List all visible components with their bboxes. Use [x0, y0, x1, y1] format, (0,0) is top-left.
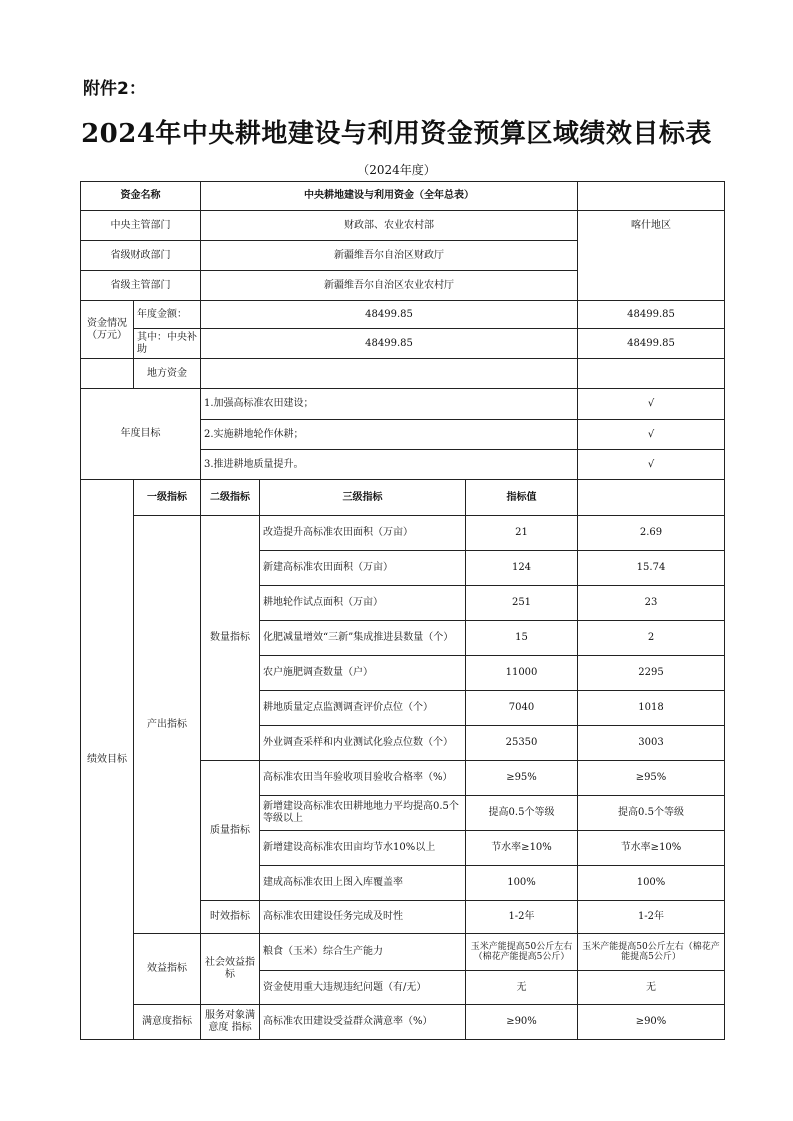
local-funds-label: 地方资金 [134, 359, 201, 389]
indicator-name: 化肥减量增效“三新”集成推进县数量（个） [260, 621, 466, 656]
indicator-region-value: 1-2年 [578, 901, 725, 934]
indicator-value: ≥95% [466, 761, 578, 796]
social-benefit-indicator-label: 社会效益指标 [201, 934, 260, 1005]
indicator-region-value: 提高0.5个等级 [578, 796, 725, 831]
indicator-region-value: 23 [578, 586, 725, 621]
annual-amount-region: 48499.85 [578, 301, 725, 329]
indicator-region-value: 无 [578, 971, 725, 1005]
indicator-name: 外业调查采样和内业测试化验点位数（个） [260, 726, 466, 761]
indicator-name: 新建高标准农田面积（万亩） [260, 551, 466, 586]
indicator-region-value: 2 [578, 621, 725, 656]
fund-name-value: 中央耕地建设与利用资金（全年总表） [201, 182, 578, 211]
indicator-value: 251 [466, 586, 578, 621]
attachment-label: 附件2： [83, 79, 146, 99]
indicator-region-value: 2.69 [578, 516, 725, 551]
indicator-region-value: 2295 [578, 656, 725, 691]
indicator-value: 1-2年 [466, 901, 578, 934]
col-region [578, 480, 725, 516]
page-title: 2024年中央耕地建设与利用资金预算区域绩效目标表 [81, 119, 712, 149]
indicator-value: 11000 [466, 656, 578, 691]
indicator-name: 农户施肥调查数量（户） [260, 656, 466, 691]
local-funds-region [578, 359, 725, 389]
indicator-name: 粮食（玉米）综合生产能力 [260, 934, 466, 971]
indicator-name: 建成高标准农田上图入库覆盖率 [260, 866, 466, 901]
col-level3: 三级指标 [260, 480, 466, 516]
indicator-region-value: 100% [578, 866, 725, 901]
annual-goals-label: 年度目标 [81, 389, 201, 480]
indicator-name: 资金使用重大违规违纪问题（有/无） [260, 971, 466, 1005]
col-level1: 一级指标 [134, 480, 201, 516]
performance-label: 绩效目标 [81, 480, 134, 1040]
funds-label: 资金情况（万元） [81, 301, 134, 359]
central-dept-label: 中央主管部门 [81, 211, 201, 241]
region-name: 喀什地区 [578, 211, 725, 301]
indicator-value: 提高0.5个等级 [466, 796, 578, 831]
performance-target-table [80, 181, 725, 1040]
indicator-name: 耕地轮作试点面积（万亩） [260, 586, 466, 621]
goal-check: √ [578, 450, 725, 480]
col-value: 指标值 [466, 480, 578, 516]
indicator-region-value: 节水率≥10% [578, 831, 725, 866]
local-funds-value [201, 359, 578, 389]
goal-item: 3.推进耕地质量提升。 [201, 450, 578, 480]
indicator-name: 新增建设高标准农田耕地地力平均提高0.5个等级以上 [260, 796, 466, 831]
central-subsidy-value: 48499.85 [201, 329, 578, 359]
indicator-name: 高标准农田建设受益群众满意率（%） [260, 1005, 466, 1040]
indicator-region-value: 玉米产能提高50公斤左右（棉花产能提高5公斤） [578, 934, 725, 971]
prov-finance-value: 新疆维吾尔自治区财政厅 [201, 241, 578, 271]
indicator-value: ≥90% [466, 1005, 578, 1040]
benefit-indicator-label: 效益指标 [134, 934, 201, 1005]
indicator-value: 无 [466, 971, 578, 1005]
indicator-region-value: ≥90% [578, 1005, 725, 1040]
goal-check: √ [578, 389, 725, 420]
timeliness-indicator-label: 时效指标 [201, 901, 260, 934]
service-satisfaction-label: 服务对象满意度 指标 [201, 1005, 260, 1040]
indicator-name: 高标准农田当年验收项目验收合格率（%） [260, 761, 466, 796]
quantity-indicator-label: 数量指标 [201, 516, 260, 761]
prov-dept-label: 省级主管部门 [81, 271, 201, 301]
goal-item: 2.实施耕地轮作休耕； [201, 420, 578, 450]
prov-finance-label: 省级财政部门 [81, 241, 201, 271]
fund-name-region [578, 182, 725, 211]
prov-dept-value: 新疆维吾尔自治区农业农村厅 [201, 271, 578, 301]
central-dept-value: 财政部、农业农村部 [201, 211, 578, 241]
indicator-value: 节水率≥10% [466, 831, 578, 866]
indicator-value: 100% [466, 866, 578, 901]
central-subsidy-region: 48499.85 [578, 329, 725, 359]
fund-name-label: 资金名称 [81, 182, 201, 211]
indicator-region-value: 1018 [578, 691, 725, 726]
quality-indicator-label: 质量指标 [201, 761, 260, 901]
output-indicator-label: 产出指标 [134, 516, 201, 934]
indicator-value: 玉米产能提高50公斤左右（棉花产能提高5公斤） [466, 934, 578, 971]
satisfaction-indicator-label: 满意度指标 [134, 1005, 201, 1040]
central-subsidy-label: 其中：中央补助 [134, 329, 201, 359]
indicator-value: 124 [466, 551, 578, 586]
indicator-value: 15 [466, 621, 578, 656]
fiscal-year: （2024年度） [357, 163, 436, 177]
indicator-name: 高标准农田建设任务完成及时性 [260, 901, 466, 934]
funds-blank [81, 359, 134, 389]
indicator-value: 25350 [466, 726, 578, 761]
goal-check: √ [578, 420, 725, 450]
indicator-name: 改造提升高标准农田面积（万亩） [260, 516, 466, 551]
indicator-region-value: 3003 [578, 726, 725, 761]
col-level2: 二级指标 [201, 480, 260, 516]
annual-amount-label: 年度金额： [134, 301, 201, 329]
indicator-value: 7040 [466, 691, 578, 726]
indicator-region-value: 15.74 [578, 551, 725, 586]
indicator-region-value: ≥95% [578, 761, 725, 796]
annual-amount-value: 48499.85 [201, 301, 578, 329]
indicator-name: 耕地质量定点监测调查评价点位（个） [260, 691, 466, 726]
indicator-name: 新增建设高标准农田亩均节水10%以上 [260, 831, 466, 866]
indicator-value: 21 [466, 516, 578, 551]
goal-item: 1.加强高标准农田建设； [201, 389, 578, 420]
